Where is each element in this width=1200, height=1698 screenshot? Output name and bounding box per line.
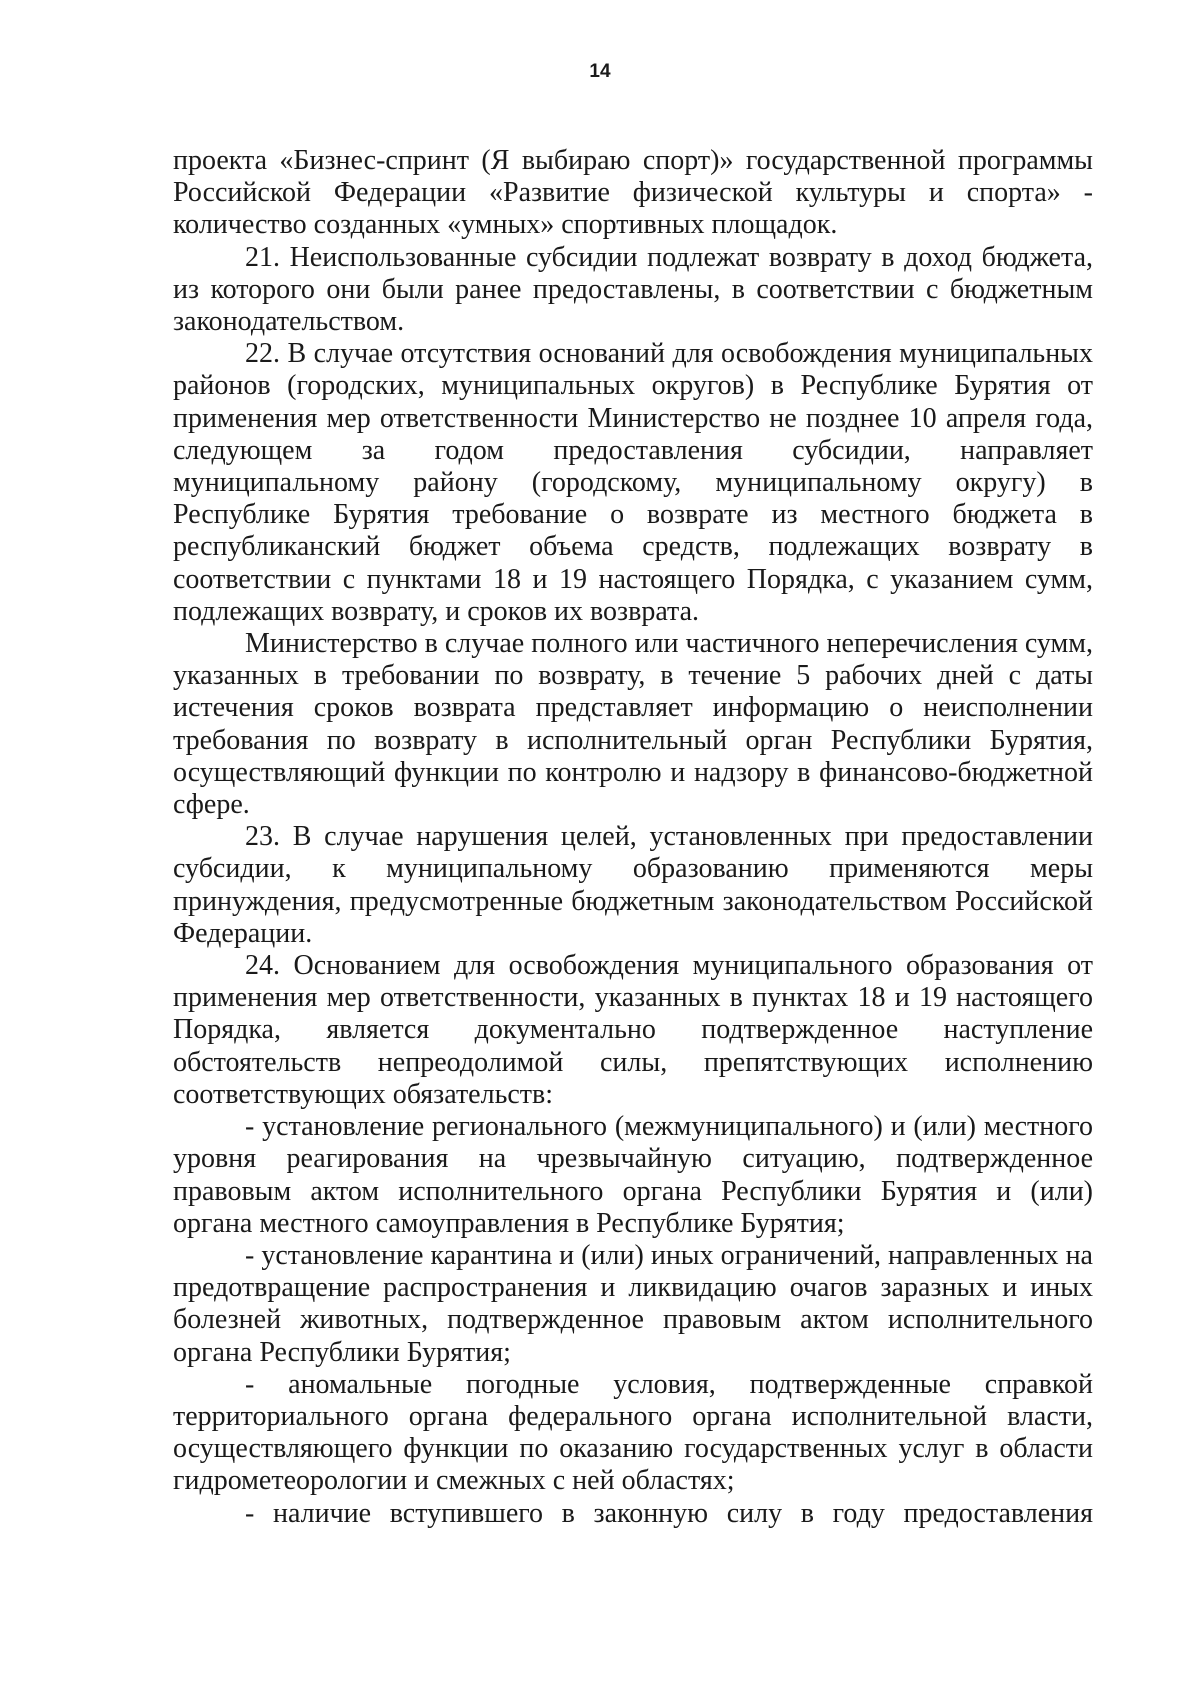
page-number: 14 (589, 61, 611, 82)
paragraph-22: 22. В случае отсутствия оснований для освобождения муниципальных районов (городских, муниципальных округов) в Республике Бурятия от применения мер ответственности Министерство не позднее 10 апреля года, следующем за годом предоставления субсидии, направляет муниципальному району (городскому, муниципальному округу) в Республике Бурятия требование о возврате из местного бюджета в республиканский бюджет объема средств, подлежащих возврату в соответствии с пунктами 18 и 19 настоящего Порядка, с указанием сумм, подлежащих возврату, и сроков их возврата. (173, 338, 1093, 627)
list-item-emergency-response: - установление регионального (межмуниципального) и (или) местного уровня реагирования на чрезвычайную ситуацию, подтвержденное правовым актом исполнительного органа Республики Бурятия и (или) органа местного самоуправления в Республике Бурятия; (173, 1111, 1093, 1239)
list-item-quarantine: - установление карантина и (или) иных ограничений, направленных на предотвращение распространения и ликвидацию очагов заразных и иных болезней животных, подтвержденное правовым актом исполнительного органа Республики Бурятия; (173, 1239, 1093, 1368)
paragraph-21: 21. Неиспользованные субсидии подлежат возврату в доход бюджета, из которого они были ранее предоставлены, в соответствии с бюджетным законодательством. (173, 241, 1093, 338)
list-item-court-decision: - наличие вступившего в законную силу в году предоставления (245, 1497, 1093, 1529)
paragraph-ministry-notice: Министерство в случае полного или частичного неперечисления сумм, указанных в требовании по возврату, в течение 5 рабочих дней с даты истечения сроков возврата представляет информацию о неисполнении требования по возврату в исполнительный орган Республики Бурятия, осуществляющий функции по контролю и надзору в финансово-бюджетной сфере. (173, 628, 1093, 821)
paragraph-24: 24. Основанием для освобождения муниципального образования от применения мер ответственности, указанных в пунктах 18 и 19 настоящего Порядка, является документально подтвержденное наступление обстоятельств непреодолимой силы, препятствующих исполнению соответствующих обязательств: (173, 950, 1093, 1110)
document-body (173, 145, 1093, 1530)
paragraph-continuation: проекта «Бизнес-спринт (Я выбираю спорт)» государственной программы Российской Федерации «Развитие физической культуры и спорта» - количество созданных «умных» спортивных площадок. (173, 145, 1093, 241)
paragraph-23: 23. В случае нарушения целей, установленных при предоставлении субсидии, к муниципальному образованию применяются меры принуждения, предусмотренные бюджетным законодательством Российской Федерации. (173, 821, 1093, 949)
list-item-weather: - аномальные погодные условия, подтвержденные справкой территориального органа федерального органа исполнительной власти, осуществляющего функции по оказанию государственных услуг в области гидрометеорологии и смежных с ней областях; (173, 1368, 1093, 1497)
